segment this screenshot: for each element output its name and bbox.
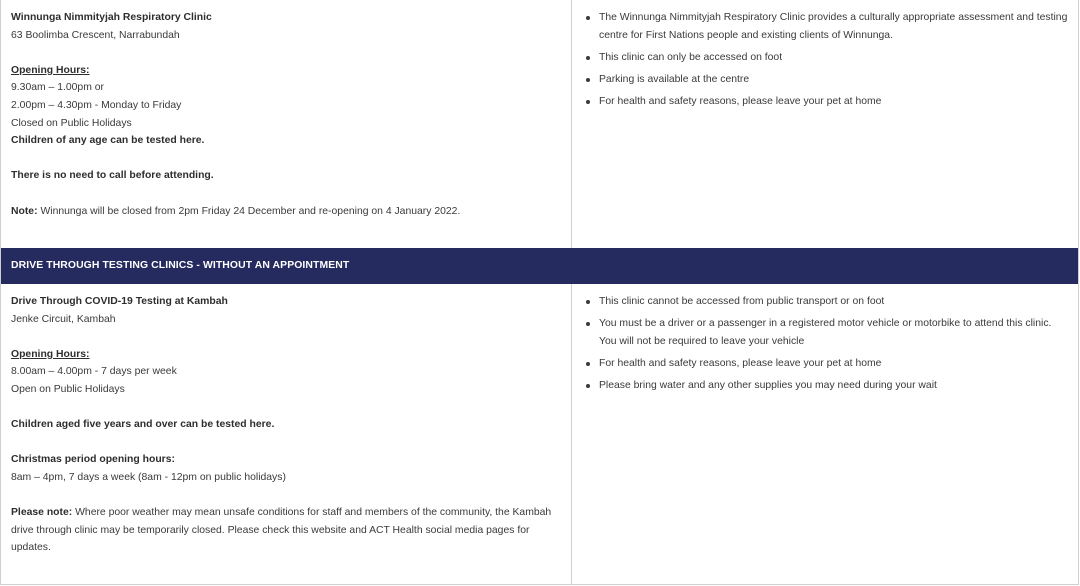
clinic-address: 63 Boolimba Crescent, Narrabundah (11, 29, 180, 41)
clinic-details-cell (1, 0, 572, 248)
list-item: Parking is available at the centre (599, 71, 1070, 89)
clinic-name: Winnunga Nimmityjah Respiratory Clinic (11, 12, 212, 23)
children-info: Children of any age can be tested here. (11, 135, 205, 147)
clinic-address: Jenke Circuit, Kambah (11, 313, 116, 325)
section-header: DRIVE THROUGH TESTING CLINICS - WITHOUT AN APPOINTMENT (1, 248, 1078, 284)
closure-note (11, 203, 561, 221)
clinic-details-cell (1, 284, 572, 585)
no-call-info: There is no need to call before attending. (11, 170, 214, 182)
clinic-info-cell (572, 284, 1078, 585)
list-item: For health and safety reasons, please leave your pet at home (599, 355, 1070, 373)
note-text: Winnunga will be closed from 2pm Friday 24 December and re-opening on 4 January 2022. (37, 205, 461, 217)
clinic-row-winnunga (1, 0, 1078, 248)
hours-line: 2.00pm – 4.30pm - Monday to Friday (11, 99, 182, 111)
hours-line: 9.30am – 1.00pm or (11, 82, 104, 94)
weather-note (11, 504, 561, 557)
list-item: This clinic can only be accessed on foot (599, 49, 1070, 67)
christmas-hours: 8am – 4pm, 7 days a week (8am - 12pm on public holidays) (11, 471, 286, 483)
clinic-info-list (599, 9, 1070, 111)
clinic-row-kambah (1, 284, 1078, 585)
list-item: The Winnunga Nimmityjah Respiratory Clinic provides a culturally appropriate assessment and testing centre for First Nations people and existing clients of Winnunga. (599, 9, 1070, 44)
list-item: Please bring water and any other supplies you may need during your wait (599, 377, 1070, 395)
note-label: Please note: (11, 507, 73, 519)
opening-hours-heading: Opening Hours: (11, 64, 90, 76)
hours-line: Open on Public Holidays (11, 383, 125, 395)
hours-line: 8.00am – 4.00pm - 7 days per week (11, 366, 177, 378)
children-info: Children aged five years and over can be tested here. (11, 419, 275, 431)
list-item: For health and safety reasons, please leave your pet at home (599, 93, 1070, 111)
opening-hours-heading: Opening Hours: (11, 348, 90, 360)
clinic-info-cell (572, 0, 1078, 248)
hours-line: Closed on Public Holidays (11, 117, 132, 129)
list-item: This clinic cannot be accessed from public transport or on foot (599, 293, 1070, 311)
christmas-hours-heading: Christmas period opening hours: (11, 454, 175, 466)
list-item: You must be a driver or a passenger in a registered motor vehicle or motorbike to attend this clinic. You will not be required to leave your vehicle (599, 315, 1070, 350)
note-label: Note: (11, 205, 38, 217)
clinic-name: Drive Through COVID-19 Testing at Kambah (11, 296, 228, 307)
note-text: Where poor weather may mean unsafe conditions for staff and members of the community, the Kambah drive through clinic may be temporarily closed. Please check this website and ACT Health social media pages for updates. (11, 507, 552, 554)
clinic-info-list (599, 293, 1070, 395)
